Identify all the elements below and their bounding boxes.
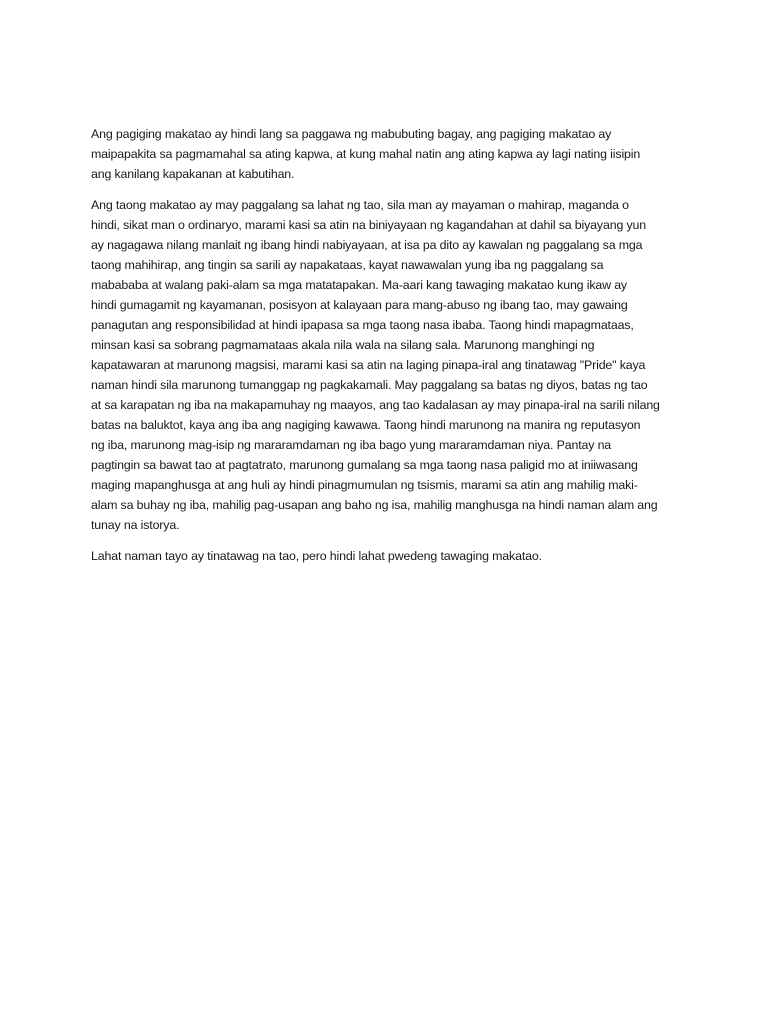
paragraph-3 (91, 546, 681, 566)
text-line: maging mapanghusga at ang huli ay hindi pinagmumulan ng tsismis, marami sa atin ang mahilig maki- (91, 478, 638, 492)
text-line: batas na baluktot, kaya ang iba ang nagiging kawawa. Taong hindi marunong na manira ng reputasyon (91, 418, 641, 432)
text-line: at sa karapatan ng iba na makapamuhay ng maayos, ang tao kadalasan ay may pinapa-iral na sarili nilang (91, 398, 660, 412)
text-line: Ang pagiging makatao ay hindi lang sa paggawa ng mabubuting bagay, ang pagiging makatao ay (91, 127, 612, 141)
text-line: naman hindi sila marunong tumanggap ng pagkakamali. May paggalang sa batas ng diyos, batas ng tao (91, 378, 648, 392)
paragraph-2 (91, 195, 681, 535)
text-line: Ang taong makatao ay may paggalang sa lahat ng tao, sila man ay mayaman o mahirap, maganda o (91, 198, 629, 212)
text-line: ay nagagawa nilang manlait ng ibang hindi nabiyayaan, at isa pa dito ay kawalan ng paggalang sa mga (91, 238, 643, 252)
text-line: ang kanilang kapakanan at kabutihan. (91, 167, 295, 181)
text-line: tunay na istorya. (91, 518, 180, 532)
text-line: mabababa at walang paki-alam sa mga matatapakan. Ma-aari kang tawaging makatao kung ikaw ay (91, 278, 627, 292)
text-line: maipapakita sa pagmamahal sa ating kapwa, at kung mahal natin ang ating kapwa ay lagi nating iisipin (91, 147, 641, 161)
text-line: Lahat naman tayo ay tinatawag na tao, pero hindi lahat pwedeng tawaging makatao. (91, 549, 542, 563)
text-line: panagutan ang responsibilidad at hindi ipapasa sa mga taong nasa ibaba. Taong hindi mapagmataas, (91, 318, 634, 332)
text-line: alam sa buhay ng iba, mahilig pag-usapan ang baho ng isa, mahilig manghusga na hindi naman alam ang (91, 498, 658, 512)
document-body (91, 124, 681, 577)
text-line: taong mahihirap, ang tingin sa sarili ay napakataas, kayat nawawalan yung iba ng paggalang sa (91, 258, 604, 272)
paragraph-1 (91, 124, 681, 184)
text-line: hindi, sikat man o ordinaryo, marami kasi sa atin na biniyayaan ng kagandahan at dahil sa biyayang yun (91, 218, 647, 232)
text-line: hindi gumagamit ng kayamanan, posisyon at kalayaan para mang-abuso ng ibang tao, may gawaing (91, 298, 628, 312)
text-line: kapatawaran at marunong magsisi, marami kasi sa atin na laging pinapa-iral ang tinatawag "Pride" kaya (91, 358, 646, 372)
text-line: pagtingin sa bawat tao at pagtatrato, marunong gumalang sa mga taong nasa paligid mo at iniiwasang (91, 458, 638, 472)
text-line: minsan kasi sa sobrang pagmamataas akala nila wala na silang sala. Marunong manghingi ng (91, 338, 595, 352)
text-line: ng iba, marunong mag-isip ng mararamdaman ng iba bago yung mararamdaman niya. Pantay na (91, 438, 612, 452)
